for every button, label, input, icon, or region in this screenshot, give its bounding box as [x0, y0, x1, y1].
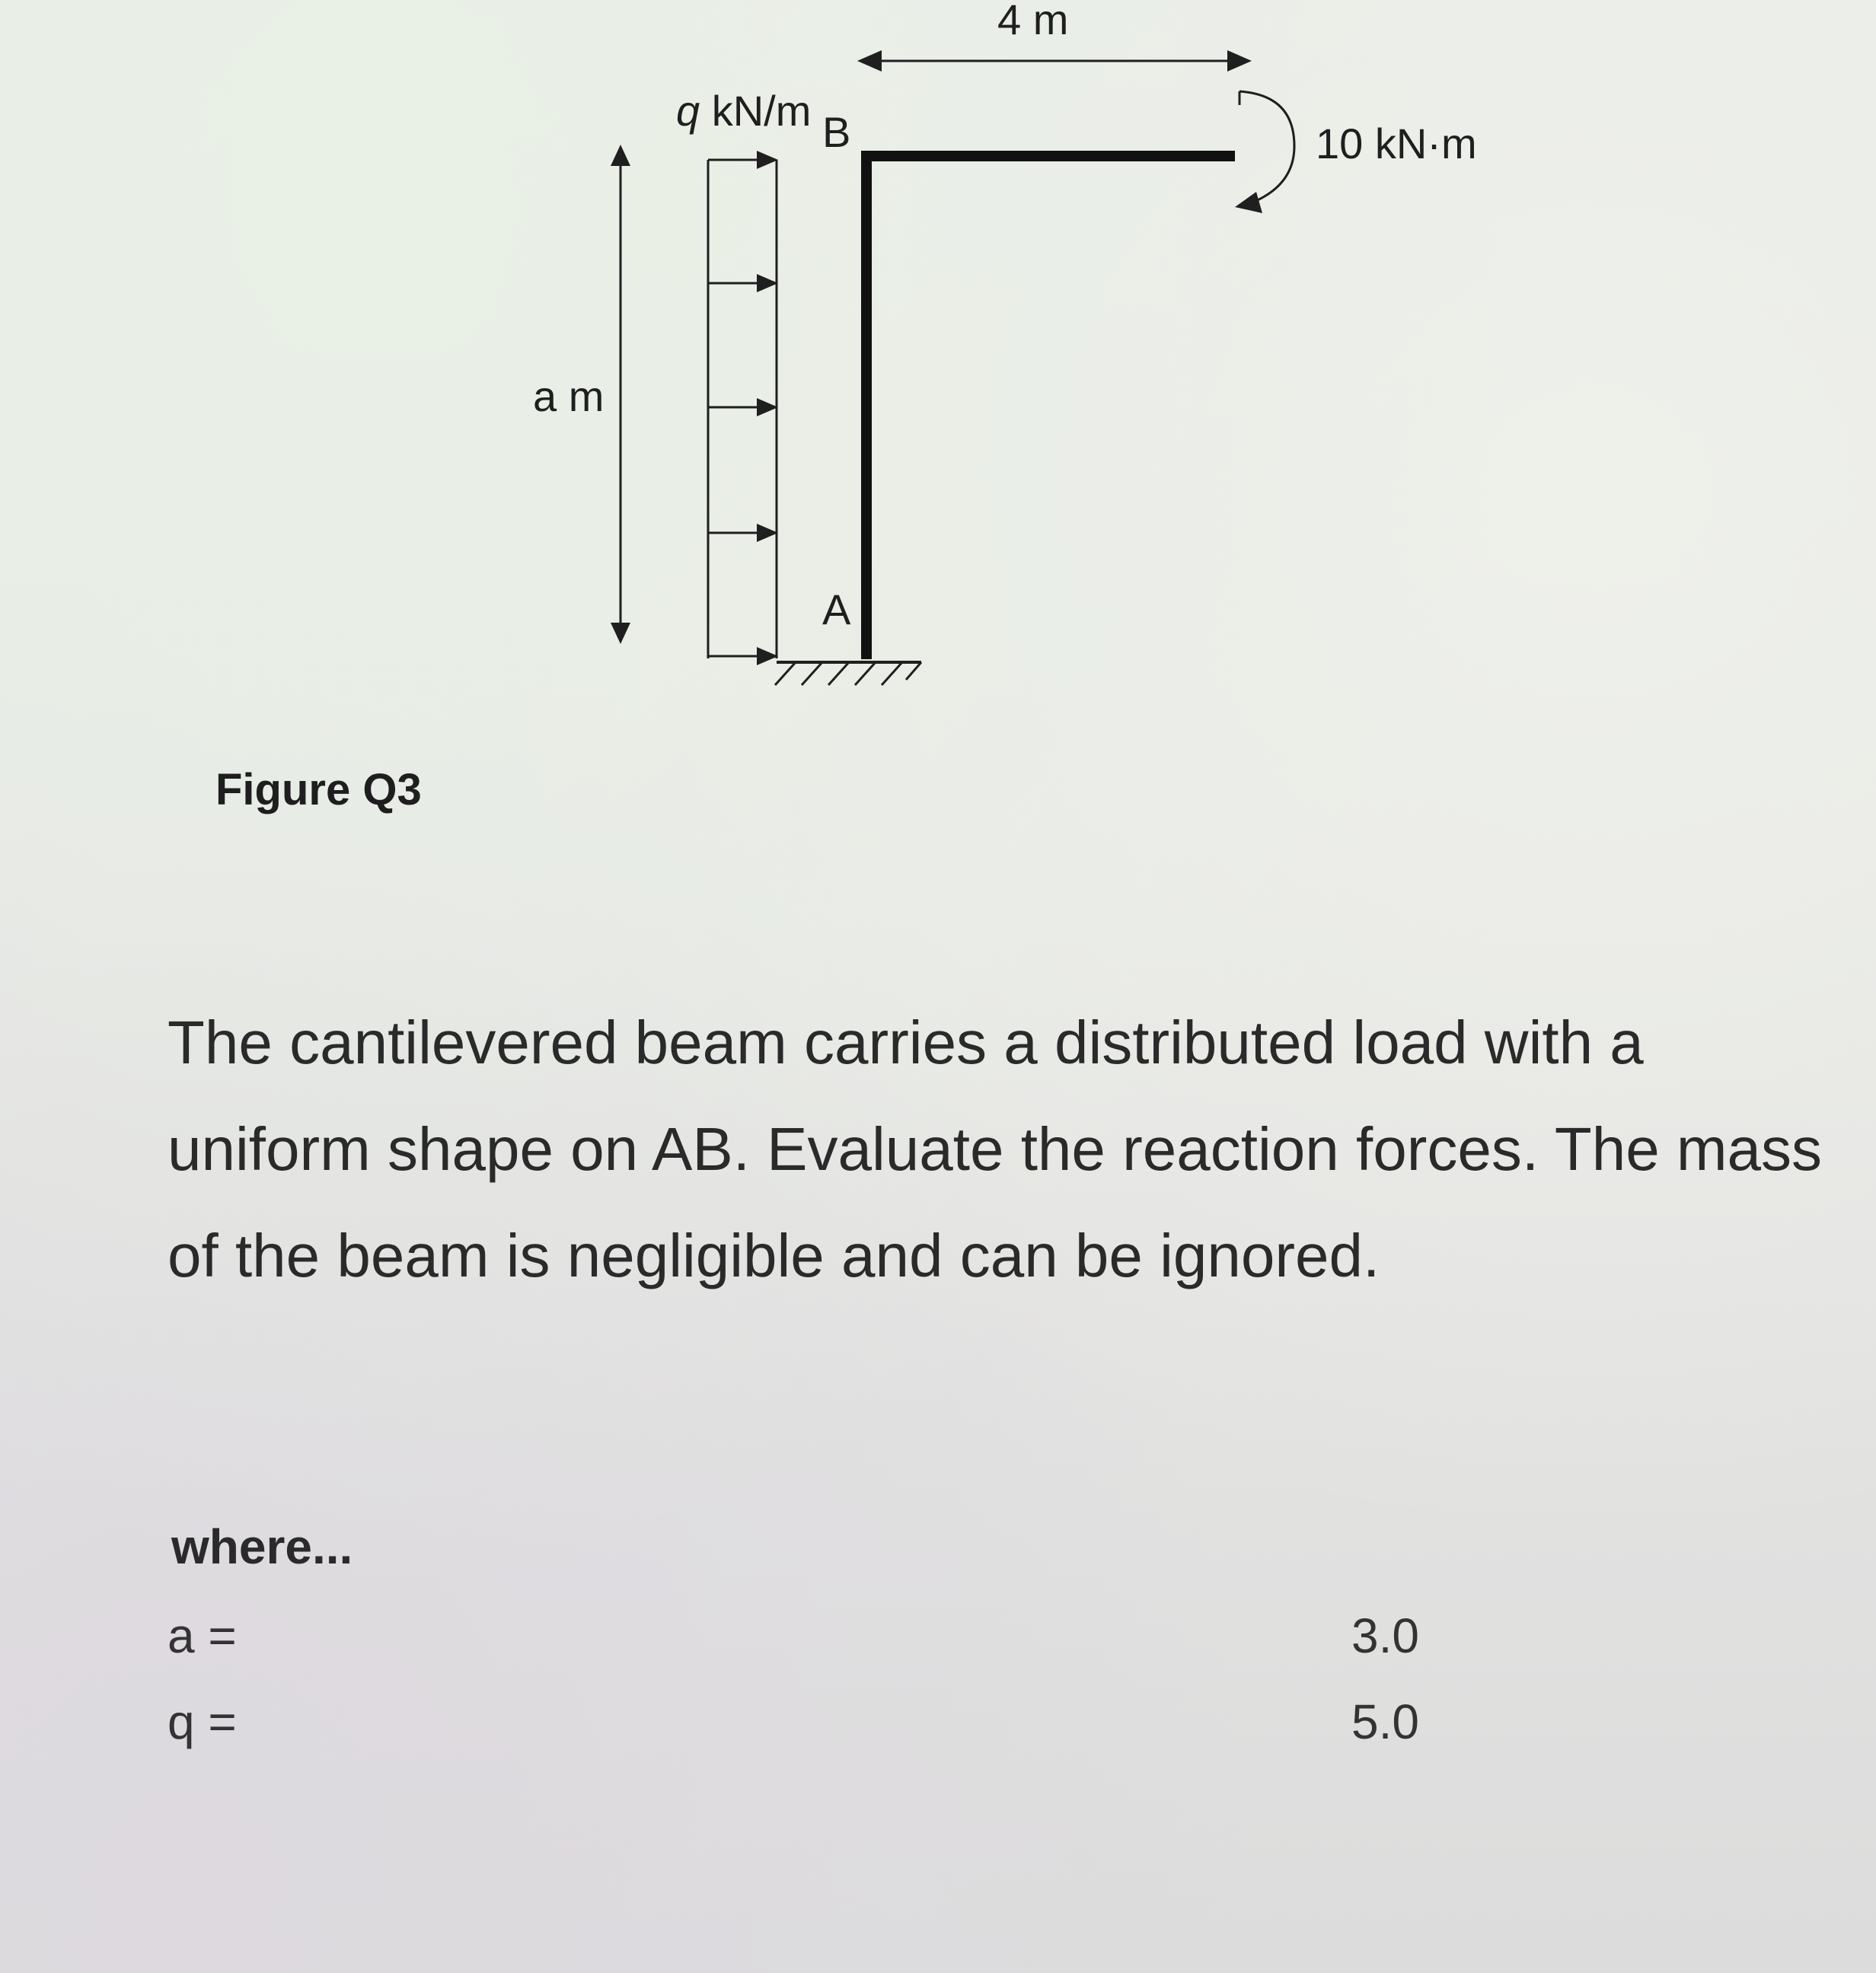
dimension-label-horizontal: 4 m — [997, 0, 1069, 43]
dimension-arrow-bottom — [611, 623, 630, 644]
beam-diagram — [0, 0, 1876, 761]
dimension-arrow-right — [1227, 50, 1252, 72]
load-label — [676, 87, 811, 135]
dimension-label-vertical: a m — [533, 372, 605, 420]
support-hatch — [802, 662, 822, 685]
figure-label: Figure Q3 — [215, 765, 422, 814]
load-arrow-head — [757, 274, 778, 292]
problem-statement: The cantilevered beam carries a distributed load with a uniform shape on AB. Evaluate the reaction forces. The mass of the beam is negligible and can be ignored. — [168, 1009, 1823, 1289]
variable-value-a: 3.0 — [1351, 1608, 1419, 1663]
load-units: kN/m — [700, 87, 812, 135]
load-arrow-head — [757, 151, 778, 169]
fixed-support — [775, 662, 921, 685]
support-hatch — [855, 662, 876, 685]
dimension-arrow-left — [857, 50, 882, 72]
dimension-arrow-top — [611, 145, 630, 166]
variable-value-q: 5.0 — [1351, 1694, 1419, 1749]
load-arrow-head — [757, 647, 778, 665]
variable-name-q: q = — [168, 1694, 237, 1749]
where-label: where... — [171, 1519, 353, 1574]
variable-name-a: a = — [168, 1608, 237, 1663]
support-hatch — [828, 662, 849, 685]
point-label-a: A — [822, 585, 851, 633]
moment-arc — [1240, 91, 1294, 204]
moment-label: 10 kN·m — [1316, 120, 1477, 167]
load-symbol-q: q — [676, 87, 700, 135]
support-hatch — [775, 662, 796, 685]
point-label-b: B — [822, 108, 851, 156]
load-arrow-head — [757, 398, 778, 416]
support-hatch — [906, 662, 921, 680]
support-hatch — [882, 662, 902, 685]
moment-arrow-head — [1235, 192, 1262, 213]
load-arrows — [708, 151, 778, 665]
load-arrow-head — [757, 524, 778, 542]
